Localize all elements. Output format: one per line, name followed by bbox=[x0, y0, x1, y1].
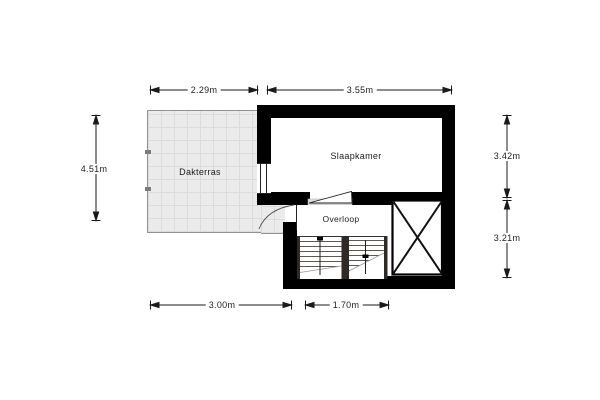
stair-direction-dot bbox=[363, 255, 369, 259]
void-cross-box bbox=[393, 201, 443, 275]
dimension-label-top-left: 2.29m bbox=[188, 85, 221, 95]
dimension-label-bottom-right: 1.70m bbox=[330, 300, 363, 310]
dimension-label-bottom-left: 3.00m bbox=[206, 300, 239, 310]
window-slaapkamer bbox=[257, 163, 271, 194]
door-slaapkamer bbox=[308, 192, 352, 206]
dimension-label-left: 4.51m bbox=[78, 164, 111, 174]
room-label-slaapkamer: Slaapkamer bbox=[330, 151, 382, 161]
room-label-overloop: Overloop bbox=[322, 214, 360, 224]
stair-direction-dot bbox=[317, 237, 323, 241]
dimension-label-top-right: 3.55m bbox=[344, 85, 377, 95]
door-dakterras bbox=[259, 205, 304, 230]
dimension-label-right-lower: 3.21m bbox=[491, 233, 524, 243]
room-label-dakterras: Dakterras bbox=[179, 167, 221, 177]
dimension-label-right-upper: 3.42m bbox=[491, 151, 524, 161]
